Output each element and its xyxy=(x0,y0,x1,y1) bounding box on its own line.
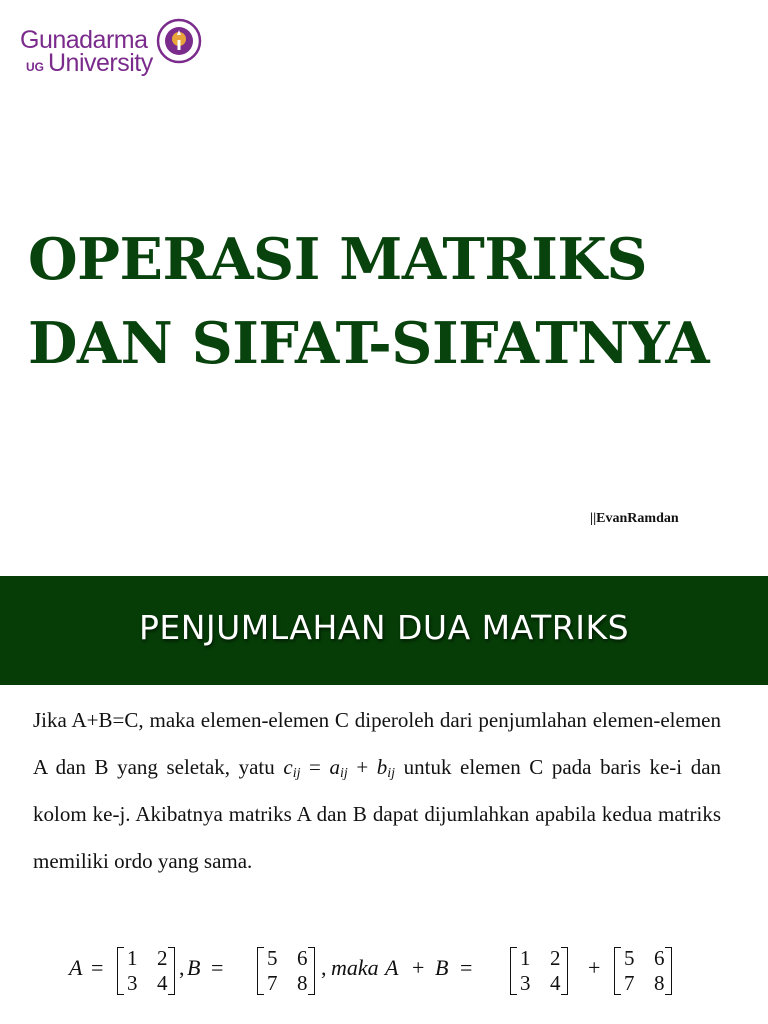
formula-sub-a: ij xyxy=(339,766,348,781)
eq-comma-2: , xyxy=(321,955,327,980)
eq-comma-1: , xyxy=(179,955,185,980)
matrix-a-cell: 2 xyxy=(157,946,168,970)
matrix-d-cell: 7 xyxy=(624,971,635,995)
eq-plus-2: + xyxy=(588,955,601,980)
matrix-c-cell: 2 xyxy=(550,946,561,970)
matrix-d xyxy=(614,945,672,997)
matrix-b-cell: 6 xyxy=(297,946,308,970)
matrix-d-cell: 8 xyxy=(654,971,665,995)
eq-a-label: A xyxy=(69,955,83,980)
author-credit: ||EvanRamdan xyxy=(590,511,679,526)
matrix-b-cell: 5 xyxy=(267,946,278,970)
formula-b: b xyxy=(376,755,388,779)
paragraph-part1: Jika A+B=C, maka elemen-elemen C diperoleh dari penjumlahan elemen-elemen A dan B yang seletak, yatu xyxy=(33,708,721,779)
eq-equals-3: = xyxy=(460,955,473,980)
logo-line2: University xyxy=(48,49,153,77)
matrix-c-cell: 4 xyxy=(550,971,561,995)
matrix-a-cell: 4 xyxy=(157,971,168,995)
logo-prefix: UG xyxy=(26,60,44,74)
matrix-a-cell: 3 xyxy=(127,971,138,995)
section-heading: PENJUMLAHAN DUA MATRIKS xyxy=(138,608,630,647)
matrix-c-cell: 3 xyxy=(520,971,531,995)
formula-c: c xyxy=(283,755,293,779)
matrix-b-cell: 7 xyxy=(267,971,278,995)
eq-b-label: B xyxy=(187,955,201,980)
eq-equals-2: = xyxy=(211,955,224,980)
formula-equals: = xyxy=(300,755,330,779)
matrix-c xyxy=(510,945,568,997)
matrix-d-cell: 6 xyxy=(654,946,665,970)
matrix-a xyxy=(117,945,175,997)
eq-sum-b: B xyxy=(435,955,449,980)
matrix-a-cell: 1 xyxy=(127,946,138,970)
matrix-c-cell: 1 xyxy=(520,946,531,970)
matrix-d-cell: 5 xyxy=(624,946,635,970)
eq-maka: maka xyxy=(331,955,379,980)
section-header-band xyxy=(0,576,768,685)
paragraph-part2: untuk elemen C pada baris ke-i dan kolom ke-j. Akibatnya matriks A dan B dapat dijumlahkan apabila kedua matriks memiliki ordo yang sama. xyxy=(33,755,722,873)
university-logo xyxy=(18,18,208,84)
eq-sum-a: A xyxy=(385,955,399,980)
matrix-b xyxy=(257,945,315,997)
formula-sub-b: ij xyxy=(387,766,396,781)
presentation-title xyxy=(28,218,748,386)
logo-line1: Gunadarma xyxy=(20,26,148,54)
matrix-b-cell: 8 xyxy=(297,971,308,995)
eq-equals-1: = xyxy=(91,955,104,980)
university-seal-icon xyxy=(156,18,202,64)
matrix-addition-example xyxy=(69,943,729,999)
definition-paragraph xyxy=(33,697,721,885)
formula-a: a xyxy=(329,755,340,779)
formula-sub-c: ij xyxy=(292,766,301,781)
eq-plus-1: + xyxy=(412,955,425,980)
title-line1: OPERASI MATRIKS xyxy=(28,226,648,293)
formula-plus: + xyxy=(347,755,377,779)
title-line2: DAN SIFAT-SIFATNYA xyxy=(28,310,710,377)
